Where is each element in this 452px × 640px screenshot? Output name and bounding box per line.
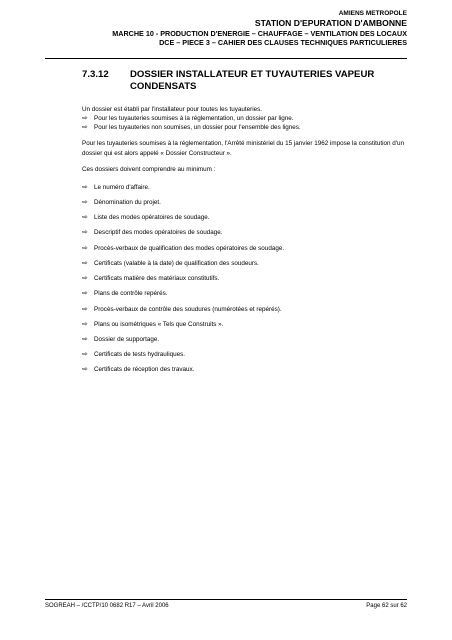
arrow-right-icon: ⇨ [82, 335, 88, 343]
required-documents-list [82, 183, 408, 375]
section-title: DOSSIER INSTALLATEUR ET TUYAUTERIES VAPEUR CONDENSATS [130, 69, 375, 92]
document-body [82, 105, 408, 381]
list-item-text: Liste des modes opératoires de soudage. [94, 214, 210, 222]
page-footer [45, 603, 407, 609]
page-header [37, 10, 407, 47]
arrow-right-icon: ⇨ [82, 183, 88, 191]
list-item [82, 259, 408, 268]
list-item [82, 274, 408, 283]
arrow-right-icon: ⇨ [82, 124, 88, 132]
header-document: DCE – PIECE 3 – CAHIER DES CLAUSES TECHNIQUES PARTICULIERES [159, 37, 407, 47]
list-item-text: Plans de contrôle repérés. [94, 290, 168, 298]
list-item [82, 365, 408, 374]
footer-divider [45, 599, 407, 600]
header-lot: MARCHE 10 - PRODUCTION D'ENERGIE – CHAUFFAGE – VENTILATION DES LOCAUX [112, 28, 407, 38]
header-divider [45, 58, 407, 59]
list-item-text: Certificats (valable à la date) de qualification des soudeurs. [94, 259, 259, 267]
arrow-right-icon: ⇨ [82, 320, 88, 328]
list-item [82, 213, 408, 222]
list-item [82, 183, 408, 192]
list-item [82, 289, 408, 298]
list-item [82, 228, 408, 237]
arrow-right-icon: ⇨ [82, 366, 88, 374]
list-item-text: Le numéro d'affaire. [94, 183, 150, 191]
list-item [82, 350, 408, 359]
bullet-item [82, 114, 408, 123]
footer-reference: SOGREAH – /CCTP/10 0682 R17 – Avril 2006 [45, 603, 169, 609]
list-item-text: Descriptif des modes opératoires de soudage. [94, 229, 223, 237]
header-project: STATION D'EPURATION D'AMBONNE [254, 18, 407, 29]
arrow-right-icon: ⇨ [82, 229, 88, 237]
list-item-text: Certificats de réception des travaux. [94, 366, 195, 374]
list-item-text: Dénomination du projet. [94, 198, 161, 206]
arrow-right-icon: ⇨ [82, 351, 88, 359]
list-item-text: Plans ou isométriques « Tels que Construits ». [94, 320, 224, 328]
list-item [82, 198, 408, 207]
list-item [82, 320, 408, 329]
arrow-right-icon: ⇨ [82, 244, 88, 252]
arrow-right-icon: ⇨ [82, 290, 88, 298]
bullet-text: Pour les tuyauteries non soumises, un dossier pour l'ensemble des lignes. [94, 124, 301, 132]
arrow-right-icon: ⇨ [82, 214, 88, 222]
header-client: AMIENS METROPOLE [338, 10, 407, 17]
list-item-text: Certificats matière des matériaux constitutifs. [94, 275, 220, 283]
list-item [82, 305, 408, 314]
section-number: 7.3.12 [82, 69, 109, 80]
section-heading [82, 69, 382, 93]
minimum-content-intro: Ces dossiers doivent comprendre au minimum : [82, 165, 216, 173]
regulation-paragraph: Pour les tuyauteries soumises à la réglementation, l'Arrêté ministériel du 15 janvier 1962 impose la constitution d'un dossier qui est alors appelé « Dossier Constructeur ». [82, 140, 404, 157]
list-item [82, 335, 408, 344]
list-item-text: Dossier de supportage. [94, 335, 160, 343]
list-item-text: Procès-verbaux de contrôle des soudures (numérotées et repérés). [94, 305, 282, 313]
list-item-text: Certificats de tests hydrauliques. [94, 351, 185, 359]
arrow-right-icon: ⇨ [82, 275, 88, 283]
bullet-text: Pour les tuyauteries soumises à la réglementation, un dossier par ligne. [94, 115, 294, 123]
list-item [82, 244, 408, 253]
arrow-right-icon: ⇨ [82, 259, 88, 267]
arrow-right-icon: ⇨ [82, 305, 88, 313]
list-item-text: Procès-verbaux de qualification des modes opératoires de soudage. [94, 244, 285, 252]
page-number: Page 62 sur 62 [366, 603, 407, 609]
arrow-right-icon: ⇨ [82, 115, 88, 123]
intro-text: Un dossier est établi par l'installateur pour toutes les tuyauteries. [82, 106, 263, 113]
arrow-right-icon: ⇨ [82, 198, 88, 206]
bullet-item [82, 123, 408, 132]
